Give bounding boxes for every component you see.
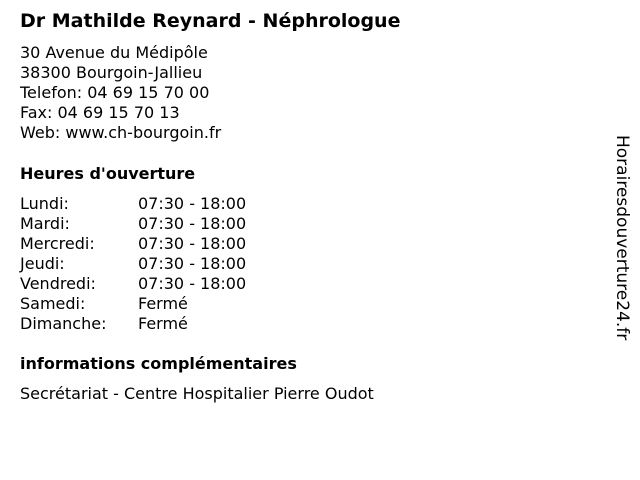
hours-value: 07:30 - 18:00 [138,234,247,253]
extra-info-text: Secrétariat - Centre Hospitalier Pierre Oudot [20,384,374,403]
day-label: Jeudi: [20,254,65,273]
hours-table [20,194,246,334]
hours-row [20,274,246,294]
day-label: Vendredi: [20,274,96,293]
hours-row [20,234,246,254]
phone-number: Telefon: 04 69 15 70 00 [20,83,210,102]
street-address: 30 Avenue du Médipôle [20,43,208,62]
city-address: 38300 Bourgoin-Jallieu [20,63,203,82]
hours-row [20,254,246,274]
hours-row [20,314,246,334]
website: Web: www.ch-bourgoin.fr [20,123,222,142]
day-label: Mercredi: [20,234,95,253]
hours-value: 07:30 - 18:00 [138,254,247,273]
day-label: Dimanche: [20,314,107,333]
hours-row [20,294,246,314]
hours-row [20,214,246,234]
day-label: Mardi: [20,214,70,233]
day-label: Lundi: [20,194,69,213]
hours-value: Fermé [138,314,188,333]
hours-value: 07:30 - 18:00 [138,194,247,213]
site-watermark: Horairesdouverture24.fr [612,135,632,341]
hours-row [20,194,246,214]
page-title: Dr Mathilde Reynard - Néphrologue [20,10,401,32]
hours-value: Fermé [138,294,188,313]
contact-info [20,43,221,143]
fax-number: Fax: 04 69 15 70 13 [20,103,180,122]
hours-value: 07:30 - 18:00 [138,214,247,233]
hours-value: 07:30 - 18:00 [138,274,247,293]
extra-info-heading: informations complémentaires [20,354,297,373]
day-label: Samedi: [20,294,86,313]
hours-heading: Heures d'ouverture [20,164,196,183]
